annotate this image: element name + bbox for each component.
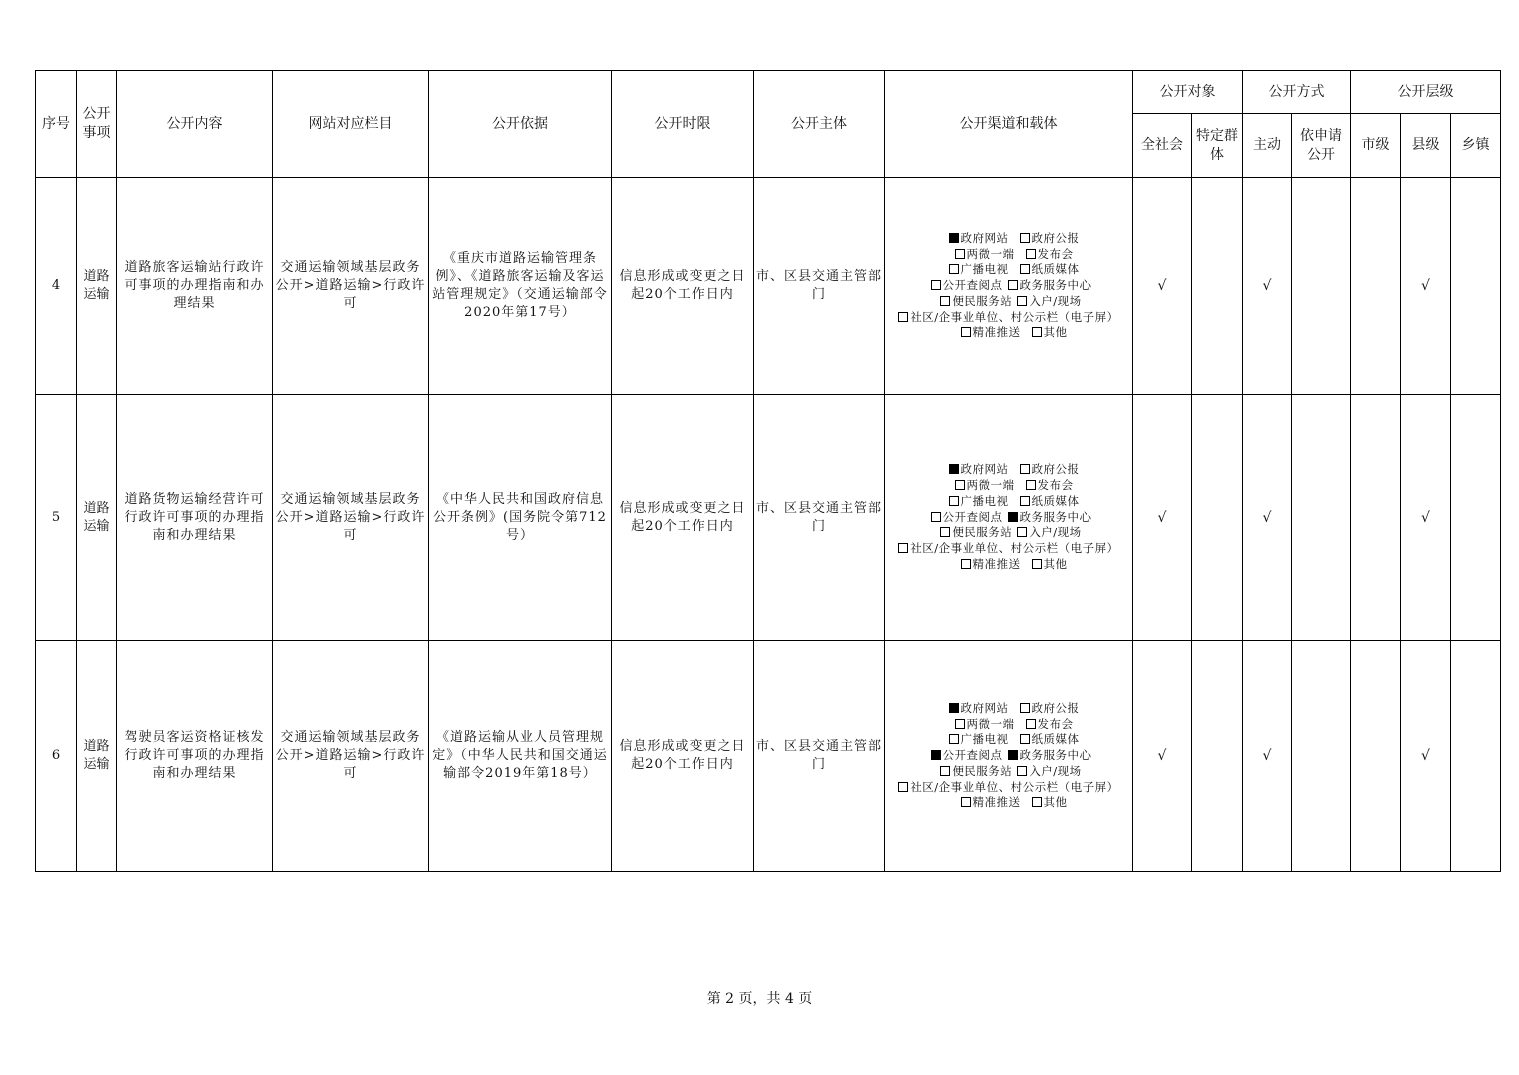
channel-option-label: 纸质媒体 — [1031, 493, 1080, 508]
unchecked-box-icon — [949, 264, 959, 274]
channel-line — [887, 541, 1130, 557]
row-level-town — [1451, 178, 1501, 395]
header-column: 网站对应栏目 — [273, 71, 429, 178]
channel-line — [887, 717, 1130, 733]
header-time-limit: 公开时限 — [612, 71, 754, 178]
channel-line — [887, 310, 1130, 326]
channel-option — [935, 764, 1017, 780]
channel-option — [898, 780, 1118, 796]
row-column: 交通运输领域基层政务公开>道路运输>行政许可 — [273, 395, 429, 641]
row-target-specific — [1192, 178, 1243, 395]
channel-line — [887, 231, 1130, 247]
channel-option — [1008, 748, 1092, 764]
channel-option-label: 纸质媒体 — [1031, 262, 1080, 277]
channel-option-label: 便民服务站 — [952, 293, 1013, 308]
unchecked-box-icon — [931, 512, 941, 522]
channel-option-label: 政府网站 — [960, 700, 1009, 715]
header-seq: 序号 — [36, 71, 77, 178]
channel-option — [1026, 247, 1074, 263]
row-method-active: √ — [1243, 641, 1292, 872]
channel-option — [944, 247, 1026, 263]
row-level-county: √ — [1401, 178, 1451, 395]
channel-option — [944, 478, 1026, 494]
unchecked-box-icon — [1017, 527, 1027, 537]
unchecked-box-icon — [955, 719, 965, 729]
channel-line — [887, 557, 1130, 573]
unchecked-box-icon — [1020, 233, 1030, 243]
channel-option-label: 纸质媒体 — [1031, 732, 1080, 747]
unchecked-box-icon — [949, 734, 959, 744]
unchecked-box-icon — [1032, 327, 1042, 337]
row-method-apply — [1292, 395, 1351, 641]
channel-line — [887, 278, 1130, 294]
channel-option — [950, 557, 1032, 573]
channel-option-label: 便民服务站 — [952, 763, 1013, 778]
unchecked-box-icon — [898, 312, 908, 322]
channel-option — [1032, 557, 1068, 573]
row-seq: 5 — [36, 395, 77, 641]
unchecked-box-icon — [1020, 496, 1030, 506]
header-subject: 公开主体 — [754, 71, 885, 178]
unchecked-box-icon — [955, 249, 965, 259]
channel-option-label: 入户/现场 — [1029, 293, 1082, 308]
channel-option-label: 政府网站 — [960, 230, 1009, 245]
channel-option-label: 公开查阅点 — [942, 748, 1003, 763]
channel-option-label: 入户/现场 — [1029, 525, 1082, 540]
row-content: 道路货物运输经营许可行政许可事项的办理指南和办理结果 — [117, 395, 273, 641]
row-column: 交通运输领域基层政务公开>道路运输>行政许可 — [273, 641, 429, 872]
header-method-group: 公开方式 — [1243, 71, 1351, 114]
channel-option-label: 广播电视 — [960, 493, 1009, 508]
checked-box-icon — [1008, 750, 1018, 760]
channel-option-label: 精准推送 — [972, 325, 1021, 340]
row-level-town — [1451, 641, 1501, 872]
row-level-county: √ — [1401, 395, 1451, 641]
checked-box-icon — [931, 750, 941, 760]
channel-option — [1020, 462, 1080, 478]
channel-line — [887, 294, 1130, 310]
channel-line — [887, 525, 1130, 541]
channel-option-label: 入户/现场 — [1029, 763, 1082, 778]
row-seq: 6 — [36, 641, 77, 872]
channel-option-label: 发布会 — [1037, 246, 1074, 261]
row-time-limit: 信息形成或变更之日起20个工作日内 — [612, 178, 754, 395]
row-level-city — [1351, 641, 1401, 872]
channel-option-label: 其他 — [1043, 556, 1068, 571]
unchecked-box-icon — [961, 327, 971, 337]
unchecked-box-icon — [940, 296, 950, 306]
header-channel: 公开渠道和载体 — [885, 71, 1133, 178]
header-method-active: 主动 — [1243, 114, 1292, 178]
channel-line — [887, 732, 1130, 748]
unchecked-box-icon — [931, 280, 941, 290]
channel-option-label: 两微一端 — [966, 246, 1015, 261]
unchecked-box-icon — [1026, 249, 1036, 259]
row-target-all: √ — [1133, 178, 1192, 395]
row-channels — [885, 395, 1133, 641]
channel-line — [887, 462, 1130, 478]
channel-option-label: 公开查阅点 — [942, 509, 1003, 524]
unchecked-box-icon — [940, 527, 950, 537]
unchecked-box-icon — [898, 782, 908, 792]
channel-option — [1008, 278, 1092, 294]
row-method-active: √ — [1243, 395, 1292, 641]
unchecked-box-icon — [1020, 464, 1030, 474]
channel-option-label: 其他 — [1043, 795, 1068, 810]
checked-box-icon — [949, 703, 959, 713]
channel-option — [950, 325, 1032, 341]
channel-option — [1020, 494, 1080, 510]
channel-option-label: 精准推送 — [972, 556, 1021, 571]
row-item: 道路运输 — [77, 641, 117, 872]
channel-option-label: 社区/企事业单位、村公示栏（电子屏） — [910, 309, 1119, 324]
page-footer: 第 2 页，共 4 页 — [706, 991, 813, 1007]
channel-option — [926, 510, 1008, 526]
channel-option-label: 广播电视 — [960, 262, 1009, 277]
row-basis: 《重庆市道路运输管理条例》、《道路旅客运输及客运站管理规定》（交通运输部令2020年第17号） — [429, 178, 612, 395]
unchecked-box-icon — [1032, 797, 1042, 807]
channel-option — [1020, 262, 1080, 278]
channel-line — [887, 478, 1130, 494]
header-basis: 公开依据 — [429, 71, 612, 178]
unchecked-box-icon — [940, 766, 950, 776]
unchecked-box-icon — [898, 543, 908, 553]
unchecked-box-icon — [1017, 296, 1027, 306]
unchecked-box-icon — [1026, 480, 1036, 490]
header-content: 公开内容 — [117, 71, 273, 178]
channel-option-label: 两微一端 — [966, 478, 1015, 492]
channel-line — [887, 247, 1130, 263]
row-target-all: √ — [1133, 395, 1192, 641]
channel-option — [1017, 525, 1081, 541]
unchecked-box-icon — [961, 559, 971, 569]
row-item: 道路运输 — [77, 178, 117, 395]
row-column: 交通运输领域基层政务公开>道路运输>行政许可 — [273, 178, 429, 395]
header-target-specific: 特定群体 — [1192, 114, 1243, 178]
unchecked-box-icon — [1008, 280, 1018, 290]
unchecked-box-icon — [949, 496, 959, 506]
channel-option-label: 精准推送 — [972, 795, 1021, 810]
channel-option-label: 政府公报 — [1031, 700, 1080, 715]
unchecked-box-icon — [1026, 719, 1036, 729]
channel-option — [898, 310, 1118, 326]
checked-box-icon — [949, 233, 959, 243]
channel-option — [938, 732, 1020, 748]
disclosure-table — [35, 70, 1501, 872]
unchecked-box-icon — [1020, 734, 1030, 744]
channel-option-label: 政务服务中心 — [1019, 748, 1092, 763]
channel-line — [887, 748, 1130, 764]
channel-option-label: 广播电视 — [960, 732, 1009, 747]
row-method-active: √ — [1243, 178, 1292, 395]
channel-option-label: 政务服务中心 — [1019, 278, 1092, 293]
channel-line — [887, 764, 1130, 780]
channel-line — [887, 262, 1130, 278]
row-level-city — [1351, 178, 1401, 395]
channel-option — [926, 748, 1008, 764]
unchecked-box-icon — [1032, 559, 1042, 569]
channel-option — [1032, 795, 1068, 811]
channel-line — [887, 325, 1130, 341]
channel-option-label: 社区/企事业单位、村公示栏（电子屏） — [910, 541, 1119, 556]
channel-option-label: 政府网站 — [960, 462, 1009, 477]
row-time-limit: 信息形成或变更之日起20个工作日内 — [612, 395, 754, 641]
channel-option — [1008, 510, 1092, 526]
channel-option-label: 公开查阅点 — [942, 278, 1003, 293]
table-row — [36, 641, 1501, 872]
channel-option — [1032, 325, 1068, 341]
channel-option — [1017, 764, 1081, 780]
unchecked-box-icon — [1020, 264, 1030, 274]
row-target-specific — [1192, 395, 1243, 641]
table-row — [36, 178, 1501, 395]
row-method-apply — [1292, 178, 1351, 395]
channel-option-label: 发布会 — [1037, 716, 1074, 731]
channel-option — [1026, 478, 1074, 494]
row-content: 道路旅客运输站行政许可事项的办理指南和办理结果 — [117, 178, 273, 395]
header-target-group: 公开对象 — [1133, 71, 1243, 114]
row-seq: 4 — [36, 178, 77, 395]
table-row — [36, 395, 1501, 641]
row-channels — [885, 178, 1133, 395]
row-level-town — [1451, 395, 1501, 641]
channel-option — [1020, 732, 1080, 748]
channel-option-label: 政务服务中心 — [1019, 509, 1092, 524]
row-content: 驾驶员客运资格证核发行政许可事项的办理指南和办理结果 — [117, 641, 273, 872]
channel-line — [887, 795, 1130, 811]
channel-option — [938, 494, 1020, 510]
channel-option-label: 便民服务站 — [952, 525, 1013, 540]
channel-option — [926, 278, 1008, 294]
channel-option — [950, 795, 1032, 811]
row-level-county: √ — [1401, 641, 1451, 872]
channel-option-label: 发布会 — [1037, 478, 1074, 492]
row-method-apply — [1292, 641, 1351, 872]
header-item: 公开事项 — [77, 71, 117, 178]
header-target-all: 全社会 — [1133, 114, 1192, 178]
channel-option — [935, 294, 1017, 310]
channel-option — [938, 462, 1020, 478]
header-method-apply: 依申请公开 — [1292, 114, 1351, 178]
header-row-top — [36, 71, 1501, 114]
channel-option — [944, 717, 1026, 733]
channel-option — [1020, 231, 1080, 247]
channel-option-label: 政府公报 — [1031, 462, 1080, 477]
row-channels — [885, 641, 1133, 872]
row-basis: 《中华人民共和国政府信息公开条例》(国务院令第712号） — [429, 395, 612, 641]
unchecked-box-icon — [1020, 703, 1030, 713]
channel-option-label: 其他 — [1043, 325, 1068, 340]
unchecked-box-icon — [1017, 766, 1027, 776]
unchecked-box-icon — [955, 480, 965, 490]
row-subject: 市、区县交通主管部门 — [754, 395, 885, 641]
checked-box-icon — [949, 464, 959, 474]
channel-option — [1026, 717, 1074, 733]
channel-option-label: 政府公报 — [1031, 230, 1080, 245]
unchecked-box-icon — [961, 797, 971, 807]
channel-option-label: 两微一端 — [966, 716, 1015, 731]
channel-line — [887, 701, 1130, 717]
header-level-city: 市级 — [1351, 114, 1401, 178]
channel-option — [1017, 294, 1081, 310]
channel-option — [1020, 701, 1080, 717]
channel-option — [938, 262, 1020, 278]
row-level-city — [1351, 395, 1401, 641]
channel-option-label: 社区/企事业单位、村公示栏（电子屏） — [910, 779, 1119, 794]
checked-box-icon — [1008, 512, 1018, 522]
row-target-specific — [1192, 641, 1243, 872]
channel-option — [935, 525, 1017, 541]
channel-line — [887, 494, 1130, 510]
header-level-town: 乡镇 — [1451, 114, 1501, 178]
channel-line — [887, 510, 1130, 526]
header-level-county: 县级 — [1401, 114, 1451, 178]
row-item: 道路运输 — [77, 395, 117, 641]
channel-line — [887, 780, 1130, 796]
row-subject: 市、区县交通主管部门 — [754, 641, 885, 872]
row-subject: 市、区县交通主管部门 — [754, 178, 885, 395]
row-time-limit: 信息形成或变更之日起20个工作日内 — [612, 641, 754, 872]
row-target-all: √ — [1133, 641, 1192, 872]
channel-option — [938, 701, 1020, 717]
channel-option — [938, 231, 1020, 247]
row-basis: 《道路运输从业人员管理规定》（中华人民共和国交通运输部令2019年第18号） — [429, 641, 612, 872]
channel-option — [898, 541, 1118, 557]
header-level-group: 公开层级 — [1351, 71, 1501, 114]
